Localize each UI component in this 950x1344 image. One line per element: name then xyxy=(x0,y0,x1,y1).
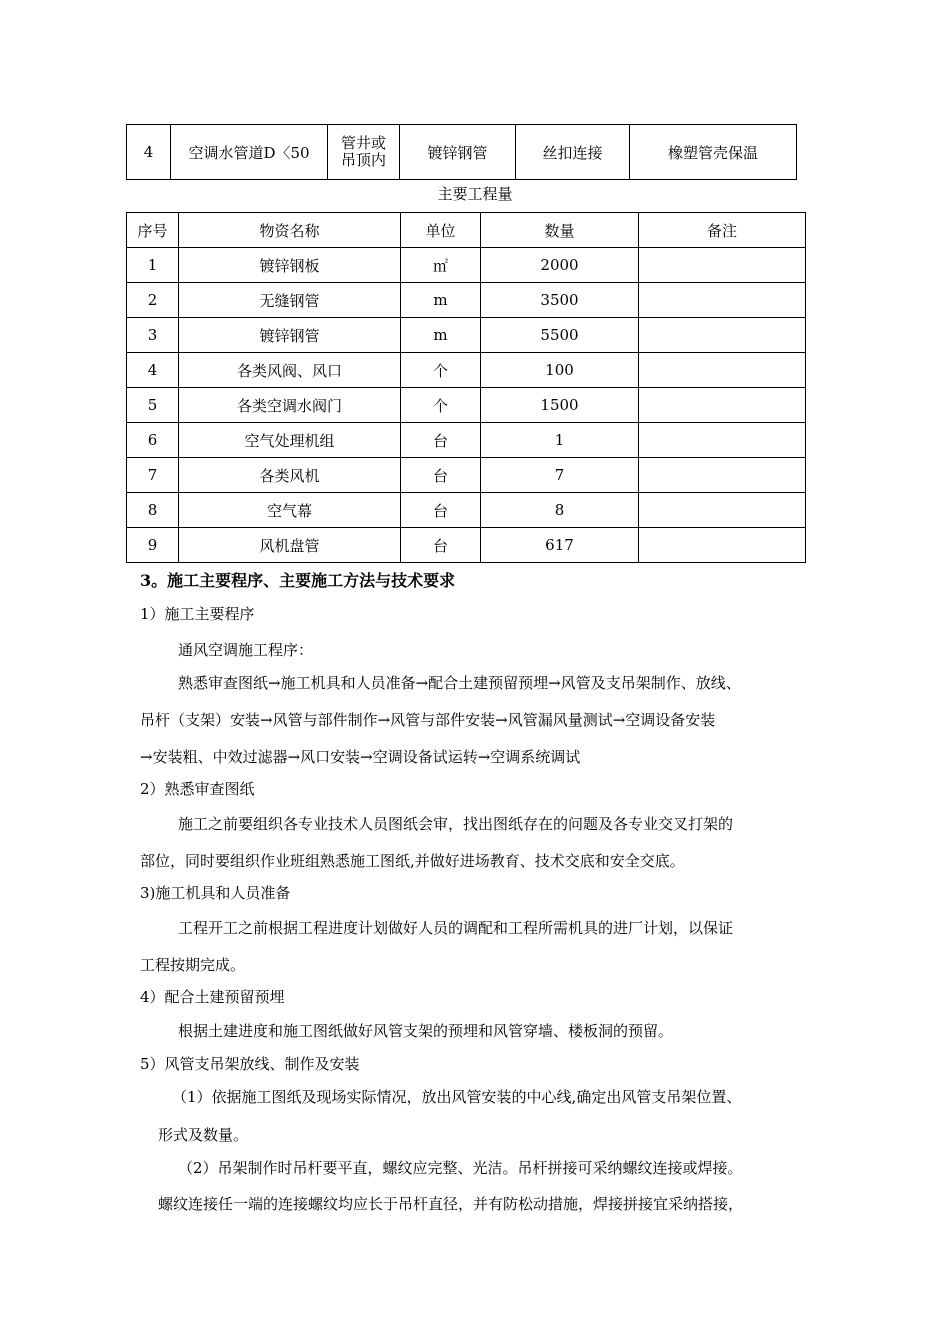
table-cell: 风机盘管 xyxy=(179,528,401,563)
table-cell: 100 xyxy=(481,353,639,388)
column-header: 物资名称 xyxy=(179,213,401,248)
table-cell: 空气幕 xyxy=(179,493,401,528)
subheading: 4）配合土建预留预埋 xyxy=(140,988,285,1006)
table-row xyxy=(127,388,806,423)
table-cell xyxy=(328,125,400,180)
subheading: 2）熟悉审查图纸 xyxy=(140,780,255,798)
paragraph: →安装粗、中效过滤器→风口安装→空调设备试运转→空调系统调试 xyxy=(140,748,581,766)
table-cell: 6 xyxy=(127,423,179,458)
table-cell: 617 xyxy=(481,528,639,563)
table-cell: 5 xyxy=(127,388,179,423)
cell-line: 管井或 xyxy=(340,134,386,152)
table-row xyxy=(127,318,806,353)
table-row xyxy=(127,248,806,283)
section-heading: 3。施工主要程序、主要施工方法与技术要求 xyxy=(140,571,456,590)
table-cell: 4 xyxy=(127,353,179,388)
table-cell: 1 xyxy=(127,248,179,283)
paragraph: 形式及数量。 xyxy=(158,1126,249,1144)
paragraph: 工程开工之前根据工程进度计划做好人员的调配和工程所需机具的进厂计划，以保证 xyxy=(178,919,734,937)
table-cell: 2 xyxy=(127,283,179,318)
table-cell: 5500 xyxy=(481,318,639,353)
table-cell: 台 xyxy=(401,458,481,493)
table-cell xyxy=(639,493,806,528)
table-cell xyxy=(639,388,806,423)
paragraph: 施工之前要组织各专业技术人员图纸会审，找出图纸存在的问题及各专业交叉打架的 xyxy=(178,815,734,833)
table-cell: 各类空调水阀门 xyxy=(179,388,401,423)
table-row xyxy=(127,528,806,563)
table-cell xyxy=(639,248,806,283)
cell-line: 吊顶内 xyxy=(340,151,386,169)
paragraph: 吊杆（支架）安装→风管与部件制作→风管与部件安装→风管漏风量测试→空调设备安装 xyxy=(140,711,716,729)
table-cell: 7 xyxy=(481,458,639,493)
column-header: 单位 xyxy=(401,213,481,248)
quantity-table xyxy=(126,212,806,563)
table-cell: 丝扣连接 xyxy=(516,125,630,180)
paragraph: 通风空调施工程序： xyxy=(178,641,314,659)
subheading: 5）风管支吊架放线、制作及安装 xyxy=(140,1055,360,1073)
table-row xyxy=(127,423,806,458)
table-cell: 8 xyxy=(127,493,179,528)
table-row xyxy=(127,353,806,388)
table-cell: 个 xyxy=(401,388,481,423)
table-cell: 台 xyxy=(401,493,481,528)
table-cell: 镀锌钢管 xyxy=(400,125,516,180)
table-cell: 各类风阀、风口 xyxy=(179,353,401,388)
paragraph: 部位，同时要组织作业班组熟悉施工图纸,并做好进场教育、技术交底和安全交底。 xyxy=(140,852,685,870)
table-cell: 空气处理机组 xyxy=(179,423,401,458)
column-header: 备注 xyxy=(639,213,806,248)
paragraph: （2）吊架制作时吊杆要平直，螺纹应完整、光洁。吊杆拼接可采纳螺纹连接或焊接。 xyxy=(178,1159,743,1177)
table-cell: 4 xyxy=(127,125,171,180)
table-header-row xyxy=(127,213,806,248)
table-cell: 台 xyxy=(401,423,481,458)
paragraph: 螺纹连接任一端的连接螺纹均应长于吊杆直径，并有防松动措施，焊接拼接宜采纳搭接， xyxy=(158,1195,744,1213)
table-caption: 主要工程量 xyxy=(437,185,513,203)
table-cell: 台 xyxy=(401,528,481,563)
table-cell: 无缝钢管 xyxy=(179,283,401,318)
table-row xyxy=(127,493,806,528)
column-header: 数量 xyxy=(481,213,639,248)
table-cell: 1500 xyxy=(481,388,639,423)
table-cell: 镀锌钢板 xyxy=(179,248,401,283)
table-cell: 各类风机 xyxy=(179,458,401,493)
table-cell: 1 xyxy=(481,423,639,458)
table-cell: 3500 xyxy=(481,283,639,318)
subheading: 3)施工机具和人员准备 xyxy=(140,884,291,902)
table-cell: ㎡ xyxy=(401,248,481,283)
table-cell xyxy=(639,283,806,318)
table-cell xyxy=(639,318,806,353)
table-cell: 8 xyxy=(481,493,639,528)
table-cell: 3 xyxy=(127,318,179,353)
table-cell: 空调水管道D〈50 xyxy=(171,125,328,180)
pipe-spec-table xyxy=(126,124,797,180)
subheading: 1）施工主要程序 xyxy=(140,605,255,623)
column-header: 序号 xyxy=(127,213,179,248)
table-cell xyxy=(639,458,806,493)
paragraph: 根据土建进度和施工图纸做好风管支架的预埋和风管穿墙、楼板洞的预留。 xyxy=(178,1022,674,1040)
table-cell: 2000 xyxy=(481,248,639,283)
table-cell: 7 xyxy=(127,458,179,493)
table-row xyxy=(127,458,806,493)
table-cell xyxy=(639,423,806,458)
table-row xyxy=(127,125,797,180)
table-cell xyxy=(639,353,806,388)
table-cell: 橡塑管壳保温 xyxy=(630,125,797,180)
table-cell: m xyxy=(401,283,481,318)
table-cell: 9 xyxy=(127,528,179,563)
table-cell: m xyxy=(401,318,481,353)
table-cell xyxy=(639,528,806,563)
paragraph: 熟悉审查图纸→施工机具和人员准备→配合土建预留预埋→风管及支吊架制作、放线、 xyxy=(178,674,741,692)
paragraph: （1）依据施工图纸及现场实际情况，放出风管安装的中心线,确定出风管支吊架位置、 xyxy=(172,1088,742,1106)
paragraph: 工程按期完成。 xyxy=(140,956,246,974)
table-cell: 镀锌钢管 xyxy=(179,318,401,353)
table-cell: 个 xyxy=(401,353,481,388)
table-row xyxy=(127,283,806,318)
